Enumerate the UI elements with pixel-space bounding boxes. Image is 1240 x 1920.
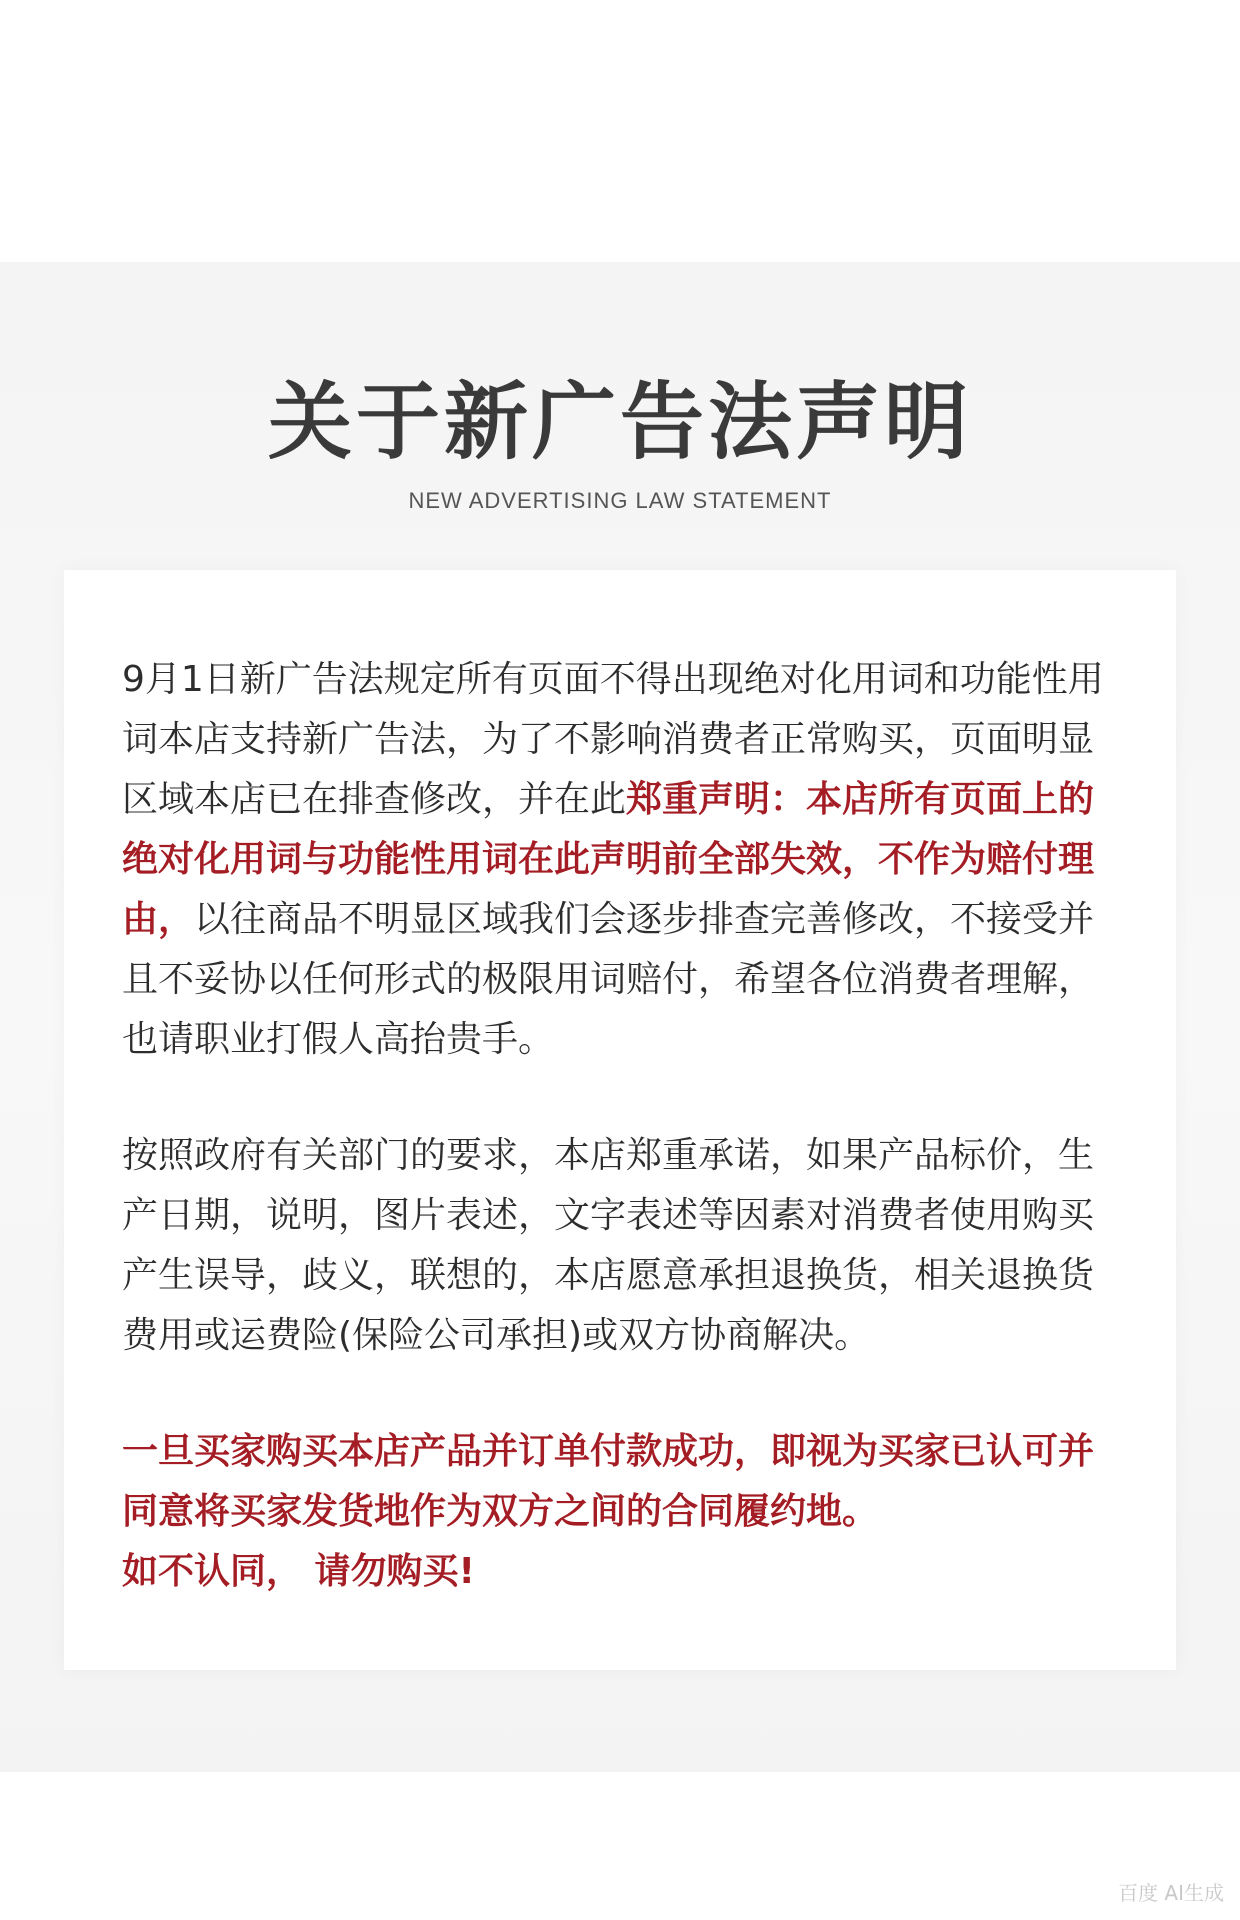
warning-block — [122, 1422, 1122, 1602]
page-subtitle: NEW ADVERTISING LAW STATEMENT — [408, 488, 832, 513]
paragraph-1 — [122, 650, 1122, 1070]
closing-line: 如不认同， 请勿购买! — [122, 1551, 475, 1592]
paragraph-2: 按照政府有关部门的要求，本店郑重承诺，如果产品标价，生产日期，说明，图片表述，文字表述等因素对消费者使用购买产生误导，歧义，联想的，本店愿意承担退换货，相关退换货费用或运费险(保险公司承担)或双方协商解决。 — [122, 1135, 1095, 1356]
paragraph-3: 一旦买家购买本店产品并订单付款成功，即视为买家已认可并同意将买家发货地作为双方之间的合同履约地。 — [122, 1431, 1095, 1532]
paragraph-1-rest: 以往商品不明显区域我们会逐步排查完善修改，不接受并且不妥协以任何形式的极限用词赔付，希望各位消费者理解，也请职业打假人高抬贵手。 — [122, 899, 1095, 1060]
paragraph-1-intro: 9月1日新广告法规定所有页面不得出现绝对化用词和功能性用词本店支持新广告法，为了不影响消费者正常购买，页面明显区域本店已在排查修改，并在此 — [122, 659, 1104, 820]
statement-content — [122, 650, 1122, 1602]
watermark: 百度 AI生成 — [1118, 1881, 1224, 1905]
paragraph-1-highlight: 郑重声明：本店所有页面上的绝对化用词与功能性用词在此声明前全部失效，不作为赔付理由， — [122, 779, 1095, 940]
page-title: 关于新广告法声明 — [267, 373, 972, 471]
